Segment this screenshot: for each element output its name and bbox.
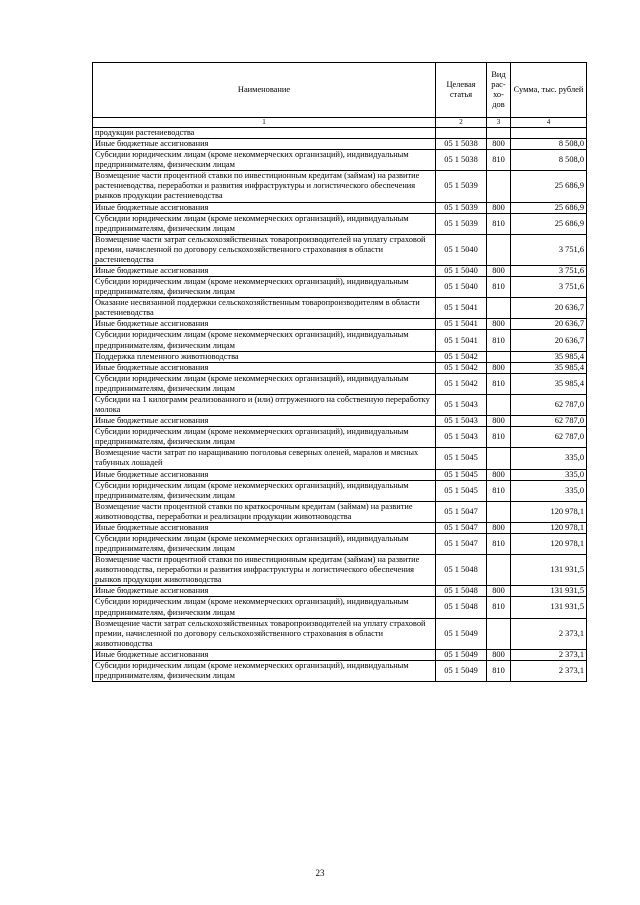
row-sum: 20 636,7 [511,298,587,319]
row-code: 05 1 5041 [436,330,487,351]
row-expense-type [487,394,511,415]
row-expense-type: 800 [487,139,511,150]
row-name: Субсидии юридическим лицам (кроме некоммерческих организаций), индивидуальным предпринимателям, физическим лицам [93,427,436,448]
row-expense-type: 810 [487,277,511,298]
row-code: 05 1 5039 [436,171,487,202]
row-name: Иные бюджетные ассигнования [93,586,436,597]
row-code: 05 1 5042 [436,351,487,362]
table-row [93,501,587,522]
row-expense-type [487,128,511,139]
row-expense-type [487,555,511,586]
table-row [93,171,587,202]
row-name: продукции растениеводства [93,128,436,139]
row-expense-type [487,448,511,469]
row-sum: 25 686,9 [511,171,587,202]
row-expense-type: 800 [487,586,511,597]
table-body [93,128,587,682]
row-name: Иные бюджетные ассигнования [93,202,436,213]
row-expense-type: 810 [487,480,511,501]
row-code: 05 1 5041 [436,298,487,319]
row-sum: 120 978,1 [511,533,587,554]
table-row [93,298,587,319]
row-code [436,128,487,139]
table-row [93,266,587,277]
table-row [93,586,587,597]
table-row [93,362,587,373]
row-code: 05 1 5049 [436,660,487,681]
row-expense-type: 810 [487,373,511,394]
row-code: 05 1 5047 [436,533,487,554]
table-row [93,555,587,586]
table-row [93,480,587,501]
row-sum: 131 931,5 [511,586,587,597]
row-name: Возмещение части затрат сельскохозяйственных товаропроизводителей на уплату страховой премии, начисленной по договору сельскохозяйственного страхования в области животноводства [93,618,436,649]
row-sum: 2 373,1 [511,649,587,660]
table-row [93,416,587,427]
row-expense-type [487,351,511,362]
table-header-row [93,63,587,118]
header-name: Наименование [93,63,436,118]
row-name: Иные бюджетные ассигнования [93,139,436,150]
header-sum: Сумма, тыс. рублей [511,63,587,118]
row-name: Возмещение части затрат по наращиванию поголовья северных оленей, маралов и мясных табунных лошадей [93,448,436,469]
table-row [93,649,587,660]
row-expense-type: 800 [487,416,511,427]
row-name: Иные бюджетные ассигнования [93,319,436,330]
row-name: Субсидии юридическим лицам (кроме некоммерческих организаций), индивидуальным предпринимателям, физическим лицам [93,330,436,351]
table-row [93,394,587,415]
row-name: Возмещение части процентной ставки по инвестиционным кредитам (займам) на развитие растениеводства, переработки и развития инфраструктуры и логистического обеспечения рынков продукции растениеводства [93,171,436,202]
table-row [93,351,587,362]
row-sum: 120 978,1 [511,501,587,522]
row-sum: 2 373,1 [511,618,587,649]
row-expense-type [487,618,511,649]
row-code: 05 1 5043 [436,394,487,415]
row-expense-type: 800 [487,266,511,277]
column-number: 3 [487,118,511,128]
row-code: 05 1 5043 [436,427,487,448]
row-sum: 20 636,7 [511,330,587,351]
row-expense-type: 810 [487,597,511,618]
row-code: 05 1 5048 [436,597,487,618]
row-name: Иные бюджетные ассигнования [93,362,436,373]
row-expense-type: 810 [487,427,511,448]
row-sum: 3 751,6 [511,266,587,277]
row-code: 05 1 5040 [436,277,487,298]
row-name: Иные бюджетные ассигнования [93,522,436,533]
table-row [93,234,587,265]
column-number: 1 [93,118,436,128]
row-expense-type: 800 [487,362,511,373]
row-code: 05 1 5040 [436,234,487,265]
row-code: 05 1 5045 [436,469,487,480]
row-code: 05 1 5040 [436,266,487,277]
table-row [93,330,587,351]
row-expense-type [487,501,511,522]
row-sum: 335,0 [511,448,587,469]
row-name: Субсидии юридическим лицам (кроме некоммерческих организаций), индивидуальным предпринимателям, физическим лицам [93,213,436,234]
row-name: Субсидии юридическим лицам (кроме некоммерческих организаций), индивидуальным предпринимателям, физическим лицам [93,533,436,554]
column-number: 2 [436,118,487,128]
row-code: 05 1 5047 [436,501,487,522]
table-row [93,533,587,554]
row-sum: 20 636,7 [511,319,587,330]
table-row [93,213,587,234]
document-page [92,62,586,682]
row-code: 05 1 5038 [436,139,487,150]
row-sum: 335,0 [511,469,587,480]
row-expense-type: 810 [487,213,511,234]
row-sum: 25 686,9 [511,213,587,234]
table-row [93,319,587,330]
row-expense-type: 800 [487,319,511,330]
table-row [93,597,587,618]
row-sum: 35 985,4 [511,362,587,373]
row-name: Субсидии юридическим лицам (кроме некоммерческих организаций), индивидуальным предпринимателям, физическим лицам [93,277,436,298]
row-name: Субсидии юридическим лицам (кроме некоммерческих организаций), индивидуальным предпринимателям, физическим лицам [93,660,436,681]
row-sum: 3 751,6 [511,234,587,265]
row-sum: 25 686,9 [511,202,587,213]
row-code: 05 1 5042 [436,373,487,394]
row-name: Иные бюджетные ассигнования [93,469,436,480]
row-name: Возмещение части процентной ставки по инвестиционным кредитам (займам) на развитие животноводства, переработки и развития инфраструктуры и логистического обеспечения рынков продукции животноводства [93,555,436,586]
row-code: 05 1 5049 [436,649,487,660]
row-sum: 62 787,0 [511,394,587,415]
column-number-row [93,118,587,128]
table-row [93,373,587,394]
row-expense-type [487,298,511,319]
row-expense-type: 810 [487,150,511,171]
row-name: Субсидии юридическим лицам (кроме некоммерческих организаций), индивидуальным предпринимателям, физическим лицам [93,480,436,501]
table-row [93,618,587,649]
row-expense-type: 800 [487,649,511,660]
row-expense-type: 800 [487,469,511,480]
row-name: Субсидии юридическим лицам (кроме некоммерческих организаций), индивидуальным предпринимателям, физическим лицам [93,597,436,618]
row-sum: 35 985,4 [511,351,587,362]
row-code: 05 1 5047 [436,522,487,533]
table-row [93,448,587,469]
row-sum: 2 373,1 [511,660,587,681]
row-expense-type: 800 [487,522,511,533]
row-sum: 8 508,0 [511,139,587,150]
row-sum: 131 931,5 [511,555,587,586]
header-code: Целевая статья [436,63,487,118]
table-row [93,128,587,139]
row-sum: 131 931,5 [511,597,587,618]
table-row [93,139,587,150]
table-row [93,522,587,533]
row-expense-type [487,234,511,265]
row-expense-type [487,171,511,202]
header-expense-type: Вид рас-хо-дов [487,63,511,118]
row-sum: 120 978,1 [511,522,587,533]
row-code: 05 1 5038 [436,150,487,171]
row-name: Иные бюджетные ассигнования [93,416,436,427]
row-sum: 35 985,4 [511,373,587,394]
page-number: 23 [315,868,325,878]
row-code: 05 1 5045 [436,448,487,469]
row-name: Иные бюджетные ассигнования [93,649,436,660]
row-sum: 62 787,0 [511,427,587,448]
row-expense-type: 800 [487,202,511,213]
row-sum [511,128,587,139]
row-name: Субсидии юридическим лицам (кроме некоммерческих организаций), индивидуальным предпринимателям, физическим лицам [93,373,436,394]
row-expense-type: 810 [487,660,511,681]
row-name: Иные бюджетные ассигнования [93,266,436,277]
row-name: Возмещение части процентной ставки по краткосрочным кредитам (займам) на развитие животноводства, переработки и реализации продукции животноводства [93,501,436,522]
row-name: Субсидии на 1 килограмм реализованного и (или) отгруженного на собственную переработку молока [93,394,436,415]
row-code: 05 1 5039 [436,202,487,213]
row-code: 05 1 5042 [436,362,487,373]
row-name: Поддержка племенного животноводства [93,351,436,362]
table-row [93,202,587,213]
row-expense-type: 810 [487,533,511,554]
row-name: Возмещение части затрат сельскохозяйственных товаропроизводителей на уплату страховой премии, начисленной по договору сельскохозяйственного страхования в области растениеводства [93,234,436,265]
row-code: 05 1 5043 [436,416,487,427]
column-number: 4 [511,118,587,128]
row-code: 05 1 5045 [436,480,487,501]
row-sum: 3 751,6 [511,277,587,298]
row-sum: 8 508,0 [511,150,587,171]
row-code: 05 1 5039 [436,213,487,234]
table-row [93,277,587,298]
table-row [93,469,587,480]
row-name: Субсидии юридическим лицам (кроме некоммерческих организаций), индивидуальным предпринимателям, физическим лицам [93,150,436,171]
row-name: Оказание несвязанной поддержки сельскохозяйственным товаропроизводителям в области растениеводства [93,298,436,319]
row-code: 05 1 5048 [436,586,487,597]
row-sum: 335,0 [511,480,587,501]
table-row [93,150,587,171]
budget-table [92,62,587,682]
row-code: 05 1 5041 [436,319,487,330]
row-sum: 62 787,0 [511,416,587,427]
row-code: 05 1 5049 [436,618,487,649]
table-row [93,660,587,681]
row-expense-type: 810 [487,330,511,351]
row-code: 05 1 5048 [436,555,487,586]
table-row [93,427,587,448]
